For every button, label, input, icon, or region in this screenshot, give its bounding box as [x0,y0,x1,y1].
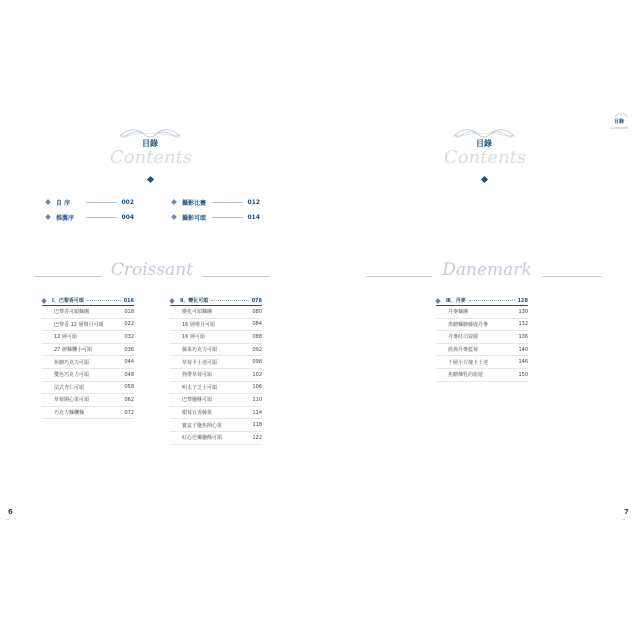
entry-page: 084 [252,321,262,328]
entry-page: 118 [252,422,262,429]
entry-title: 經典丹麥藍莓 [448,347,479,354]
chapter-title: Ⅰ、巴黎香可頌 [52,298,84,304]
page-ornament-left: ~ [6,517,10,522]
leader-line [212,202,243,203]
entry-title: 法式杏仁可頌 [54,384,85,391]
entry-page: 140 [518,346,528,353]
entry-title: 熱帶草莓可頌 [182,372,213,379]
toc-entry[interactable] [170,432,262,445]
diamond-icon-right [481,176,488,183]
entry-title: 焦糖煉乳的旅遊 [448,372,484,379]
chapter-title: Ⅲ、丹麥 [446,298,466,304]
intro-entry-page: 004 [121,213,134,221]
toc-entry[interactable] [436,306,528,319]
section-title-croissant: Croissant [102,260,202,280]
side-tab-title: 目錄 [614,119,625,125]
toc-entry[interactable] [170,306,262,319]
intro-entry-photo-croissant[interactable] [172,212,260,222]
chapter-page: 128 [517,297,528,304]
page-number-left: 6 [8,508,13,516]
entry-page: 072 [124,409,134,416]
toc-entry[interactable] [42,382,134,395]
entry-title: 巧克力麵糰麵 [54,410,85,417]
entry-title: 樹莓百香藤果 [182,410,213,417]
diamond-bullet-icon [169,298,175,304]
entry-page: 080 [252,308,262,315]
chapter-header[interactable] [436,296,528,306]
entry-page: 098 [252,359,262,366]
toc-entry[interactable] [436,369,528,382]
toc-entry[interactable] [42,369,134,382]
toc-entry[interactable] [170,369,262,382]
entry-page: 058 [124,384,134,391]
entry-page: 088 [252,333,262,340]
toc-entry[interactable] [42,407,134,420]
intro-entry-foreword[interactable] [46,212,134,222]
page-ornament-right: ~ [622,517,626,522]
diamond-bullet-icon [171,199,177,205]
entry-page: 018 [124,308,134,315]
leader-line [211,300,248,301]
entry-page: 062 [124,396,134,403]
toc-entry[interactable] [42,331,134,344]
entry-page: 102 [252,371,262,378]
entry-title: 藤果巧克力可頌 [182,347,218,354]
page-title-left: 目錄 [142,139,158,148]
entry-page: 022 [124,321,134,328]
diamond-bullet-icon [171,214,177,220]
entry-title: 黑糖麵糖藤鹿丹麥 [448,321,489,328]
toc-entry[interactable] [170,356,262,369]
entry-title: 12 層可頌 [54,334,77,341]
leader-line [469,300,515,301]
entry-page: 136 [518,333,528,340]
entry-title: 16 層可頌 [182,334,205,341]
intro-entry-page: 014 [247,213,260,221]
entry-page: 032 [124,333,134,340]
entry-page: 092 [252,346,262,353]
entry-page: 122 [252,434,262,441]
leader-line [86,217,117,218]
entry-title: 巴黎香可頌麵團 [54,309,90,316]
entry-title: 巴黎鹽酥可頌 [182,397,213,404]
entry-title: 雙色巧克力可頌 [54,372,90,379]
section-title-danemark: Danemark [432,260,542,280]
toc-entry[interactable] [436,344,528,357]
entry-title: 草莓卡士達可頌 [182,359,218,366]
entry-page: 146 [518,359,528,366]
diamond-bullet-icon [45,214,51,220]
entry-page: 130 [518,308,528,315]
entry-page: 106 [252,384,262,391]
toc-entry[interactable] [170,331,262,344]
diamond-bullet-icon [41,298,47,304]
entry-title: 草莓開心果可頌 [54,397,90,404]
side-tab-script: Contents [610,125,629,130]
intro-entry-label: 攝影可頌 [182,214,207,222]
chapter-page: 078 [251,297,262,304]
entry-title: 寶盒子鹽焦開心果 [182,422,223,429]
chapter-header[interactable] [170,296,262,306]
intro-entry-preface[interactable] [46,197,134,207]
toc-entry[interactable] [170,419,262,432]
entry-title: 丹麥麵團 [448,309,469,316]
page-number-right: 7 [624,508,629,516]
page-title-right: 目錄 [476,139,492,148]
chapter-3 [436,296,528,382]
toc-entry[interactable] [170,382,262,395]
intro-entry-label: 推薦序 [56,214,75,222]
toc-entry[interactable] [436,331,528,344]
intro-entry-label: 攝影比賽 [182,199,207,207]
entry-title: 紅心芭樂鹽酥可頌 [182,435,223,442]
entry-title: 丹麥紅司姿麗 [448,334,479,341]
intro-entry-page: 012 [247,198,260,206]
leader-line [87,300,121,301]
toc-entry[interactable] [170,344,262,357]
toc-entry[interactable] [170,394,262,407]
toc-entry[interactable] [436,319,528,332]
entry-title: 千層小方塊卡士達 [448,359,489,366]
entry-title: 焦糖巧克力可頌 [54,359,90,366]
chapter-title: Ⅱ、變化可頌 [180,298,209,304]
toc-entry[interactable] [42,319,134,332]
toc-entry[interactable] [436,356,528,369]
entry-page: 044 [124,359,134,366]
toc-entry[interactable] [42,306,134,319]
entry-page: 114 [252,409,262,416]
entry-page: 150 [518,371,528,378]
diamond-icon-left [147,176,154,183]
entry-title: 變化可頌麵團 [182,309,213,316]
intro-entry-photo-contest[interactable] [172,197,260,207]
contents-script-right: Contents [444,147,527,168]
toc-entry[interactable] [170,407,262,420]
toc-entry[interactable] [42,394,134,407]
diamond-bullet-icon [45,199,51,205]
entry-page: 036 [124,346,134,353]
toc-entry[interactable] [42,344,134,357]
entry-title: 巴黎香 12 層彎月可頌 [54,321,104,328]
entry-title: 16 層彎月可頌 [182,321,215,328]
entry-page: 048 [124,371,134,378]
entry-title: 27 層麵糰小可頌 [54,347,92,354]
chapter-header[interactable] [42,296,134,306]
intro-entry-label: 自 序 [56,199,71,207]
entry-title: 明太子芝士可頌 [182,384,218,391]
diamond-bullet-icon [435,298,441,304]
contents-script-left: Contents [110,147,193,168]
chapter-1 [42,296,134,419]
leader-line [212,217,243,218]
chapter-2 [170,296,262,445]
chapter-page: 016 [123,297,134,304]
side-tab [610,112,634,130]
leader-line [86,202,117,203]
toc-entry[interactable] [42,356,134,369]
entry-page: 132 [518,321,528,328]
entry-page: 110 [252,396,262,403]
intro-entry-page: 002 [121,198,134,206]
toc-entry[interactable] [170,319,262,332]
